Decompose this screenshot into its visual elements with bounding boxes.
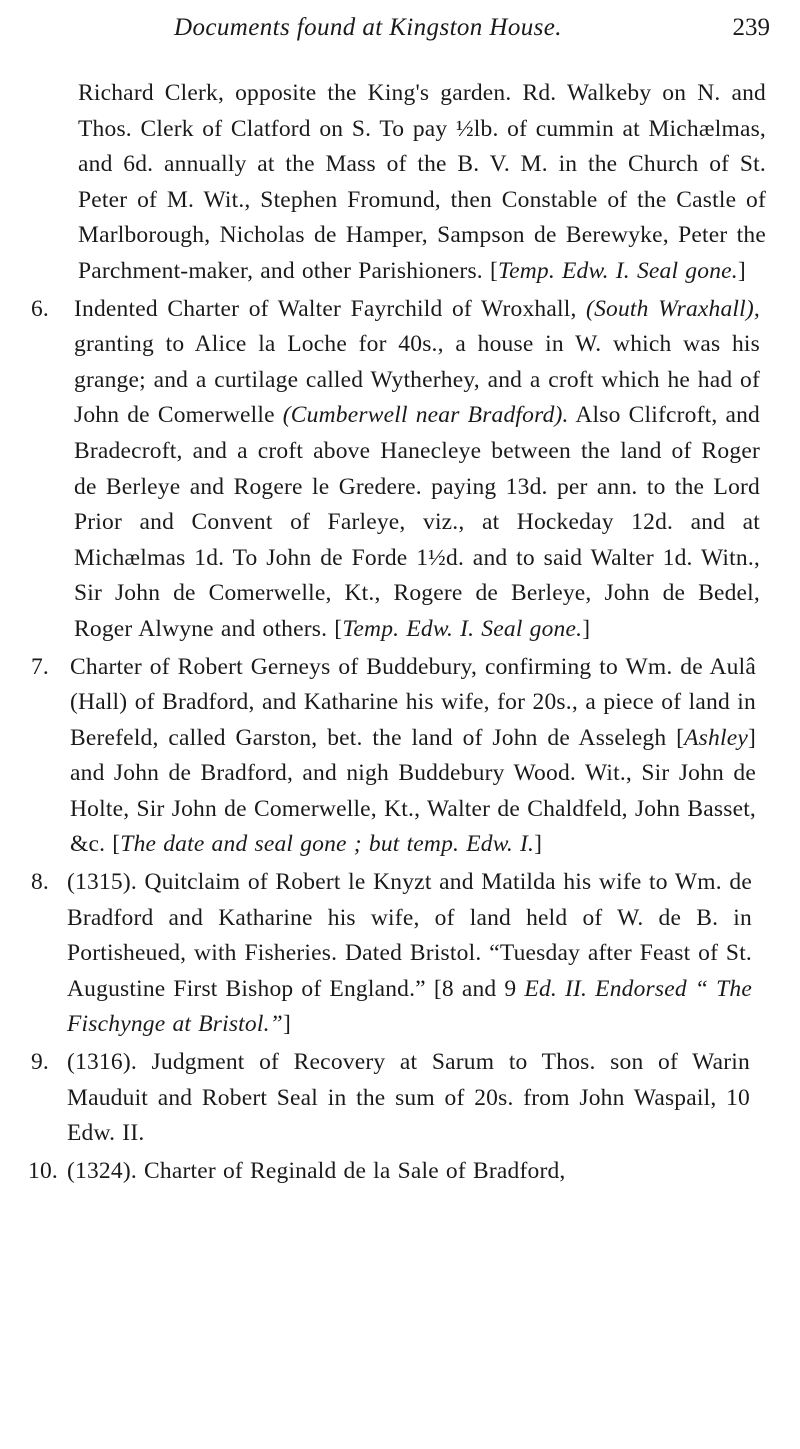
- entry-9: [0, 1045, 800, 1152]
- entry-body: (1324). Charter of Reginald de la Sale of Bradford,: [67, 1157, 566, 1184]
- editorial-note: [8 and 9 Ed. II. Endorsed “ The Fischynge at Bristol.”]: [67, 975, 752, 1038]
- page-number: 239: [732, 14, 770, 41]
- entry-number: 10.: [28, 1157, 58, 1184]
- entry-7: [0, 650, 800, 864]
- editorial-note: [The date and seal gone ; but temp. Edw. I.]: [112, 831, 543, 858]
- entry-6: [0, 292, 800, 648]
- entry-number: 9.: [30, 1049, 49, 1076]
- entry-body: (1315). Quitclaim of Robert le Knyzt and Matilda his wife to Wm. de Bradford and Katharine his wife, of land held of W. de B. in Portisheued, with Fisheries. Dated Bristol. “Tuesday after Feast of St. Augustine First Bishop of England.” [8 and 9 Ed. II. Endorsed “ The Fischynge at Bristol.”]: [67, 869, 752, 1038]
- entry-body: [78, 76, 766, 290]
- italic-gloss: (Cumberwell near Bradford).: [282, 402, 569, 429]
- entry-number: 8.: [30, 869, 49, 896]
- running-head: [0, 14, 800, 50]
- entry-continuation: [0, 76, 800, 290]
- entries-list: [0, 76, 800, 1189]
- italic-gloss: (South Wraxhall),: [586, 295, 760, 322]
- entry-8: [0, 865, 800, 1043]
- entry-body: Charter of Robert Gerneys of Buddebury, confirming to Wm. de Aulâ (Hall) of Bradford, and Katharine his wife, for 20s., a piece of land in Berefeld, called Garston, bet. the land of John de Asselegh [Ashley] and John de Bradford, and nigh Buddebury Wood. Wit., Sir John de Holte, Sir John de Comerwelle, Kt., Walter de Chaldfeld, John Basset, &c. [The date and seal gone ; but temp. Edw. I.]: [70, 653, 756, 858]
- editorial-note: [Temp. Edw. I. Seal gone.]: [489, 257, 746, 284]
- entry-text: Richard Clerk, opposite the King's garden. Rd. Walkeby on N. and Thos. Clerk of Clatford on S. To pay ½lb. of cummin at Michælmas, and 6d. annually at the Mass of the B. V. M. in the Church of St. Peter of M. Wit., Stephen Fromund, then Constable of the Castle of Marlborough, Nicholas de Hamper, Sampson de Berewyke, Peter the Parchment-maker, and other Parishioners.: [78, 80, 766, 284]
- running-title: Documents found at Kingston House.: [174, 14, 562, 41]
- italic-gloss: Ashley: [684, 724, 748, 751]
- entry-10: [0, 1154, 800, 1190]
- entry-body: (1316). Judgment of Recovery at Sarum to Thos. son of Warin Mauduit and Robert Seal in the sum of 20s. from John Waspail, 10 Edw. II.: [67, 1049, 750, 1147]
- editorial-note: [Temp. Edw. I. Seal gone.]: [334, 615, 591, 642]
- entry-number: 6.: [30, 295, 49, 322]
- entry-number: 7.: [30, 653, 49, 680]
- entry-body: Indented Charter of Walter Fayrchild of Wroxhall, (South Wraxhall), granting to Alice la Loche for 40s., a house in W. which was his grange; and a curtilage called Wytherhey, and a croft which he had of John de Comerwelle (Cumberwell near Bradford). Also Clifcroft, and Bradecroft, and a croft above Hanecleye between the land of Roger de Berleye and Rogere le Gredere. paying 13d. per ann. to the Lord Prior and Convent of Farleye, viz., at Hockeday 12d. and at Michælmas 1d. To John de Forde 1½d. and to said Walter 1d. Witn., Sir John de Comerwelle, Kt., Rogere de Berleye, John de Bedel, Roger Alwyne and others. [Temp. Edw. I. Seal gone.]: [74, 295, 760, 642]
